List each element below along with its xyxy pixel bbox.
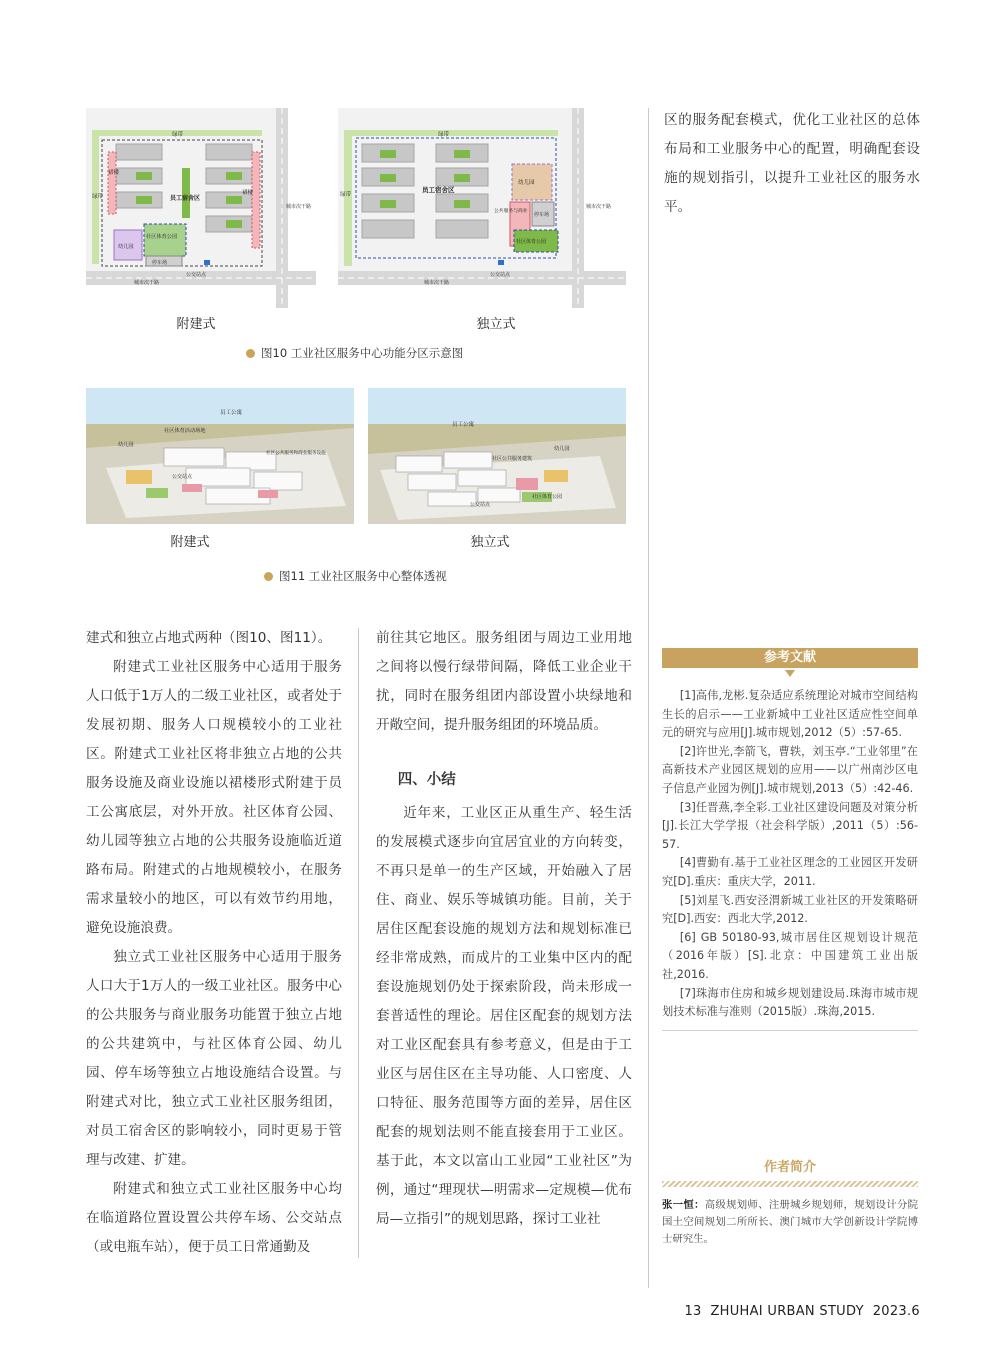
fig10-caption-text: 图10 工业社区服务中心功能分区示意图: [261, 346, 464, 360]
down-triangle-icon: [785, 670, 795, 677]
fig10l-bus: 公交站点: [186, 272, 207, 278]
body-column-2: [376, 624, 632, 1234]
fig10-left-plan: [86, 108, 316, 308]
right-divider: [648, 108, 649, 1288]
fig11-right-render: [368, 388, 626, 524]
reference-item: [1]高伟,龙彬.复杂适应系统理论对城市空间结构生长的启示——工业新城中工业社区适应性空间单元的研究与应用[J].城市规划,2012（5）:57-65.: [662, 689, 918, 740]
reference-item: [7]珠海市住房和城乡规划建设局.珠海市城市规划技术标准与准则（2015版）.珠海,2015.: [662, 986, 918, 1019]
references-title: 参考文献: [662, 648, 918, 668]
fig11r-service: 社区公共服务建筑: [492, 456, 533, 462]
section-heading: 四、小结: [397, 772, 456, 788]
author-name: 张一恒：: [662, 1199, 705, 1211]
body-divider: [358, 628, 359, 1258]
fig10r-dorm: 员工宿舍区: [422, 186, 455, 194]
author-hatch: [662, 1181, 918, 1187]
right-top-text: [664, 106, 920, 222]
author-title: 作者简介: [763, 1160, 816, 1175]
fig10l-parking: 停车场: [152, 260, 168, 266]
fig10r-sports: 社区体育公园: [516, 239, 547, 245]
fig10r-public: 公共服务与商业: [494, 209, 528, 214]
fig10l-qunlou1: 裙楼: [108, 170, 120, 176]
figure-10: [86, 108, 626, 336]
caption-dot-icon: [264, 572, 273, 581]
author-bio: [662, 1197, 918, 1248]
reference-item: [6] GB 50180-93,城市居住区规划设计规范（2016年版）[S].北京：中国建筑工业出版社,2016.: [662, 930, 918, 981]
col2-para-2: 近年来，工业区正从重生产、轻生活的发展模式逐步向宜居宜业的方向转变，不再只是单一的生产区域，开始融入了居住、商业、娱乐等城镇功能。目前，关于居住区配套设施的规划方法和规划标准已经非常成熟，而成片的工业集中区内的配套设施规划仍处于探索阶段，尚未形成一套普适性的理论。居住区配套的规划方法对工业区配套具有参考意义，但是由于工业区与居住区在主导功能、人口密度、人口特征、服务范围等方面的差异，居住区配套的规划法则不能直接套用于工业区。基于此，本文以富山工业园“工业社区”为例，通过“理现状—明需求—定规模—优布局—立指引”的规划思路，探讨工业社: [376, 805, 632, 1227]
fig10l-lvdai-top: 绿带: [172, 132, 184, 138]
fig11-left-label: 附建式: [170, 535, 210, 550]
fig11r-apartment: 员工公寓: [452, 422, 475, 428]
reference-item: [4]曹勤有.基于工业社区理念的工业园区开发研究[D].重庆：重庆大学，2011.: [662, 856, 918, 888]
fig11l-kinder: 幼儿园: [118, 442, 134, 448]
fig11l-bus: 公交站点: [172, 474, 193, 480]
fig11l-apartment: 员工公寓: [220, 410, 243, 416]
fig10l-lvdai-left: 绿带: [92, 194, 104, 200]
col1-para-3: 独立式工业社区服务中心适用于服务人口大于1万人的一级工业社区。服务中心的公共服务与商业服务功能置于独立占地的公共建筑中，与社区体育公园、幼儿园、停车场等独立占地设施结合设置。与附建式对比，独立式工业社区服务组团，对员工宿舍区的影响较小，同时更易于管理与改建、扩建。: [86, 949, 342, 1168]
fig10-caption: [246, 345, 463, 361]
col1-para-1: 建式和独立占地式两种（图10、图11）。: [86, 630, 332, 646]
fig10l-road-v: 城市次干路: [286, 204, 312, 210]
fig11r-bus: 公交站点: [470, 502, 491, 508]
references-rule: [662, 1030, 918, 1031]
fig10l-sports: 社区体育公园: [146, 234, 178, 240]
fig11-caption-text: 图11 工业社区服务中心整体透视: [279, 569, 447, 583]
author-box: [662, 1156, 918, 1248]
fig10l-road-h: 城市次干路: [134, 280, 160, 286]
fig10l-qunlou2: 裙楼: [242, 190, 254, 196]
fig10-left-label: 附建式: [176, 317, 216, 332]
fig10r-lvdai-top: 绿带: [438, 132, 450, 138]
reference-item: [3]任晋燕,李全彩.工业社区建设问题及对策分析[J].长江大学学报（社会科学版）,2011（5）:56-57.: [662, 800, 918, 851]
right-top-paragraph: 区的服务配套模式，优化工业社区的总体布局和工业服务中心的配置，明确配套设施的规划指引，以提升工业社区的服务水平。: [664, 112, 920, 215]
references-list: [662, 687, 918, 1022]
fig11r-sports: 社区体育公园: [532, 494, 563, 500]
fig10r-lvdai-left: 绿带: [340, 192, 352, 198]
fig10r-parking: 停车场: [534, 212, 550, 218]
fig10-right-label: 独立式: [476, 317, 516, 332]
fig11l-sports: 社区体育活动场地: [164, 428, 206, 434]
fig11-right-label: 独立式: [470, 535, 510, 550]
reference-item: [5]刘星飞.西安泾渭新城工业社区的开发策略研究[D].西安：西北大学,2012.: [662, 893, 918, 926]
references-box: [662, 648, 918, 1031]
fig10l-kinder: 幼儿园: [118, 244, 134, 250]
fig10r-road-h: 城市次干路: [424, 280, 450, 286]
fig11-left-render: [86, 388, 354, 524]
page-footer: 13 ZHUHAI URBAN STUDY 2023.6: [684, 1304, 920, 1319]
fig10r-road-v: 城市次干路: [586, 204, 612, 210]
figure-11: [86, 388, 626, 554]
col1-para-4: 附建式和独立式工业社区服务中心均在临道路位置设置公共停车场、公交站点（或电瓶车站），便于员工日常通勤及: [86, 1181, 342, 1255]
fig11-caption: [264, 568, 447, 584]
fig10r-kinder: 幼儿园: [518, 180, 535, 186]
col1-para-2: 附建式工业社区服务中心适用于服务人口低于1万人的二级工业社区，或者处于发展初期、服务人口规模较小的工业社区。附建式工业社区将非独立占地的公共服务设施及商业设施以裙楼形式附建于员工公寓底层，对外开放。社区体育公园、幼儿园等独立占地的公共服务设施临近道路布局。附建式的占地规模较小，在服务需求量较小的地区，可以有效节约用地，避免设施浪费。: [86, 659, 342, 936]
author-bio-text: 高级规划师、注册城乡规划师，规划设计分院国土空间规划二所所长、澳门城市大学创新设计学院博士研究生。: [662, 1199, 919, 1245]
fig11r-kinder: 幼儿园: [554, 446, 570, 452]
fig10r-bus: 公交站点: [490, 272, 511, 278]
fig10-right-plan: [338, 108, 626, 308]
caption-dot-icon: [246, 349, 255, 358]
fig10l-dorm: 员工宿舍区: [170, 195, 201, 202]
fig11l-service: 社区公共服务和商业服务设施: [266, 451, 326, 456]
reference-item: [2]许世光,李箭飞，曹轶，刘玉亭.“工业邻里”在高新技术产业园区规划的应用——以广州南沙区电子信息产业园为例[J].城市规划,2013（5）:42-46.: [662, 744, 918, 795]
body-column-1: [86, 624, 342, 1262]
col2-para-1: 前往其它地区。服务组团与周边工业用地之间将以慢行绿带间隔，降低工业企业干扰，同时在服务组团内部设置小块绿地和开敞空间，提升服务组团的环境品质。: [376, 630, 632, 733]
